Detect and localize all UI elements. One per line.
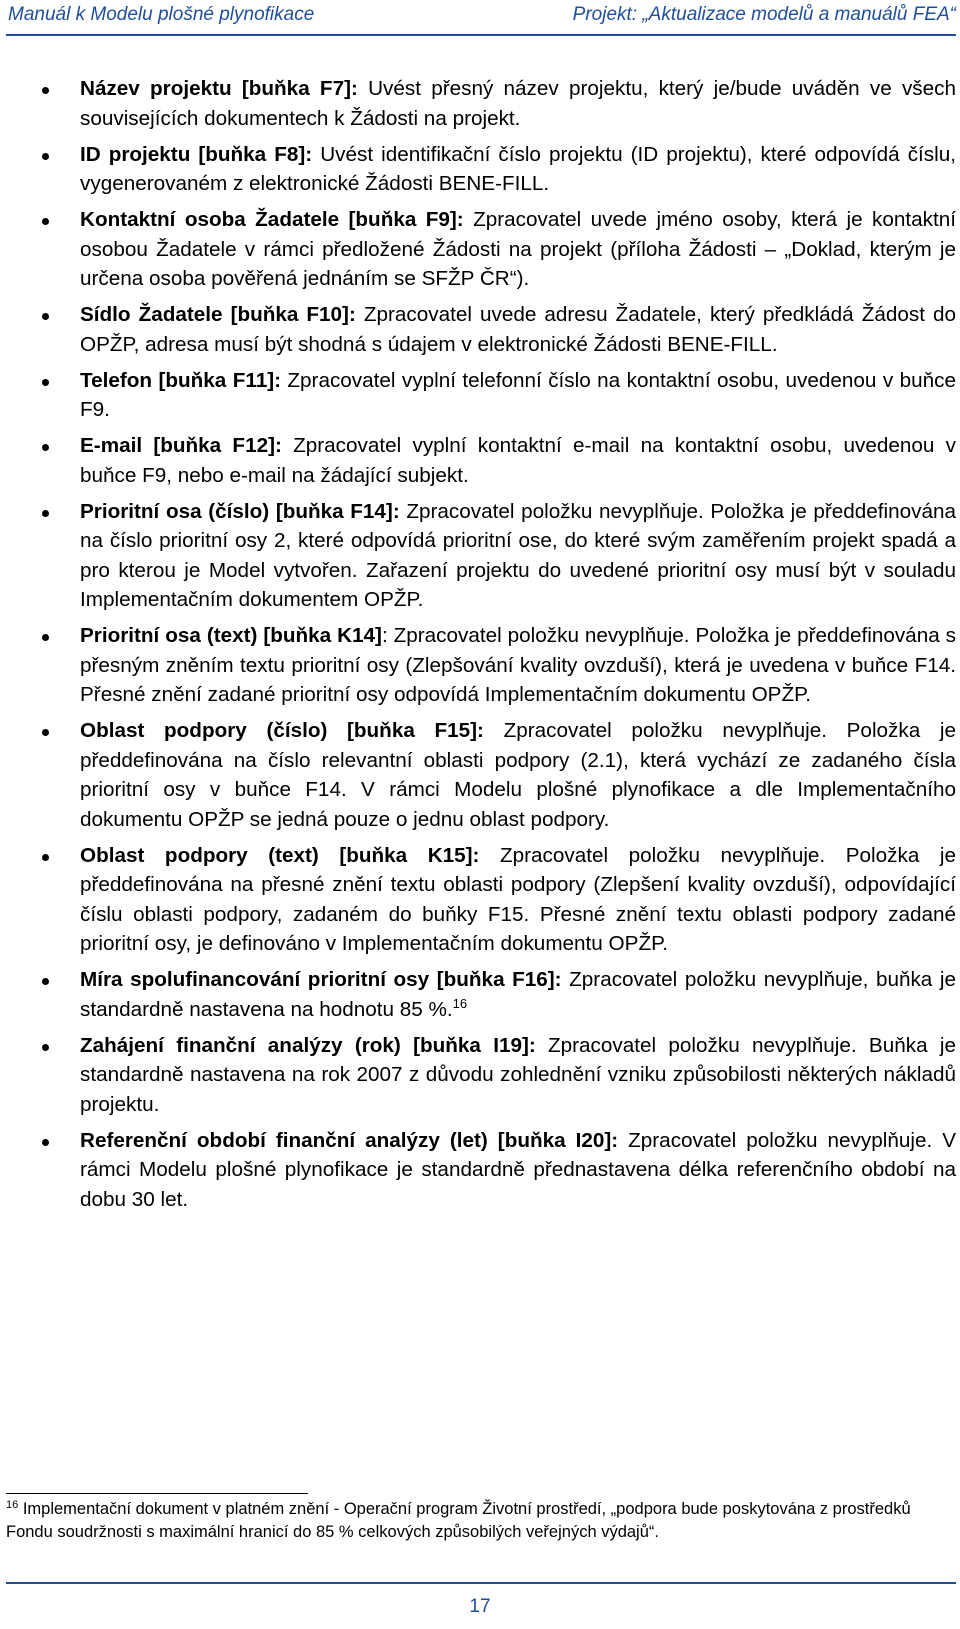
list-item [42,1031,956,1120]
footnote-text: Implementační dokument v platném znění - Operační program Životní prostředí, „podpora bude poskytována z prostředků Fondu soudržnosti s maximální hranicí do 85 % celkových způsobilých veřejných výdajů“. [6,1500,911,1541]
list-item [42,841,956,959]
item-label: E-mail [buňka F12]: [80,434,282,457]
item-text: Uvést identifikační číslo projektu (ID projektu), které odpovídá číslu, vygenerovaném z elektronické Žádosti BENE-FILL. [80,142,956,195]
list-item [42,205,956,294]
list-item [42,716,956,834]
item-text: Zpracovatel uvede adresu Žadatele, který předkládá Žádost do OPŽP, adresa musí být shodná s údajem v elektronické Žádosti BENE-FILL. [80,303,957,356]
list-item [42,965,956,1024]
footnote-separator [6,1493,308,1494]
item-text: Zpracovatel položku nevyplňuje. Položka je předdefinována na číslo relevantní oblasti podpory (2.1), která vychází ze zadaného čísla prioritní osy v buňce F14. V rámci Modelu plošné plynofikace a dle Implementačního dokumentu OPŽP se jedná pouze o jednu oblast podpory. [80,719,956,831]
item-text: Zpracovatel položku nevyplňuje. V rámci Modelu plošné plynofikace je standardně přednastavena délka referenčního období na dobu 30 let. [80,1128,956,1211]
item-label: Telefon [buňka F11]: [80,368,281,392]
item-label: Zahájení finanční analýzy (rok) [buňka I19]: [80,1033,536,1057]
item-label: Oblast podpory (text) [buňka K15]: [80,843,480,867]
bullet-icon [42,978,49,985]
bullet-icon [42,87,49,94]
header-document-title: Manuál k Modelu plošné plynofikace [8,4,315,25]
list-item [42,621,956,710]
bullet-icon [42,634,49,641]
bullet-icon [42,153,49,160]
item-label: Prioritní osa (číslo) [buňka F14]: [80,499,400,523]
item-label: Kontaktní osoba Žadatele [buňka F9]: [80,208,464,231]
header-project-title: Projekt: „Aktualizace modelů a manuálů FEA“ [572,4,956,25]
list-item [42,140,956,199]
list-item [42,74,956,133]
list-item [42,1126,956,1215]
page-header [0,0,960,36]
header-rule [6,34,956,36]
footer-rule [6,1582,956,1584]
item-text: Zpracovatel uvede jméno osoby, která je kontaktní osobou Žadatele v rámci předložené Žádosti na projekt (příloha Žádosti – „Doklad, kterým je určena osoba pověřená jednáním se SFŽP ČR“). [80,208,956,290]
bullet-icon [42,444,49,451]
bullet-icon [42,854,49,861]
item-label: Oblast podpory (číslo) [buňka F15]: [80,719,484,742]
bullet-icon [42,313,49,320]
footnote-number: 16 [6,1499,19,1511]
bullet-icon [42,1139,49,1146]
bullet-icon [42,510,49,517]
footnote [6,1498,956,1544]
item-text: Zpracovatel položku nevyplňuje. Položka je předdefinována na číslo prioritní osy 2, které odpovídá prioritní ose, do které svým zaměřením projekt spadá a pro kterou je Model vytvořen. Zařazení projektu do uvedené prioritní osy musí být v souladu Implementačním dokumentem OPŽP. [80,499,956,611]
bullet-icon [42,729,49,736]
bullet-icon [42,379,49,386]
item-text: Zpracovatel položku nevyplňuje. Položka je předdefinována na přesné znění textu oblasti podpory (Zlepšení kvality ovzduší), odpovídající číslu oblasti podpory, zadaném do buňky F15. Přesné znění textu oblasti podpory zadané prioritní osy, je definováno v Implementačním dokumentu OPŽP. [80,843,956,955]
item-label: Sídlo Žadatele [buňka F10]: [80,303,356,326]
list-item [42,497,956,615]
bullet-icon [42,1044,49,1051]
bullet-list [42,74,956,1221]
item-text: Zpracovatel položku nevyplňuje. Buňka je standardně nastavena na rok 2007 z důvodu zohlednění vzniku způsobilosti některých nákladů projektu. [80,1033,956,1116]
item-label: Míra spolufinancování prioritní osy [buňka F16]: [80,968,562,991]
bullet-icon [42,218,49,225]
list-item [42,431,956,490]
item-label: Referenční období finanční analýzy (let) [buňka I20]: [80,1128,619,1152]
item-label: ID projektu [buňka F8]: [80,142,313,166]
item-text: Zpracovatel vyplní kontaktní e-mail na kontaktní osobu, uvedenou v buňce F9, nebo e-mail na žádající subjekt. [80,434,956,487]
item-text: Uvést přesný název projektu, který je/bude uváděn ve všech souvisejících dokumentech k Žádosti na projekt. [80,77,956,130]
list-item [42,366,956,425]
item-text: : Zpracovatel položku nevyplňuje. Položka je předdefinována s přesným zněním textu prioritní osy (Zlepšování kvality ovzduší), která je uvedena v buňce F14. Přesné znění zadané prioritní osy odpovídá Implementačním dokumentu OPŽP. [80,624,956,706]
list-item [42,300,956,359]
item-label: Název projektu [buňka F7]: [80,77,358,100]
item-text: Zpracovatel položku nevyplňuje, buňka je standardně nastavena na hodnotu 85 %. [80,968,956,1021]
item-label: Prioritní osa (text) [buňka K14] [80,624,382,647]
item-text: Zpracovatel vyplní telefonní číslo na kontaktní osobu, uvedenou v buňce F9. [80,368,956,421]
page-number: 17 [469,1596,491,1617]
footnote-reference[interactable]: 16 [452,995,468,1011]
